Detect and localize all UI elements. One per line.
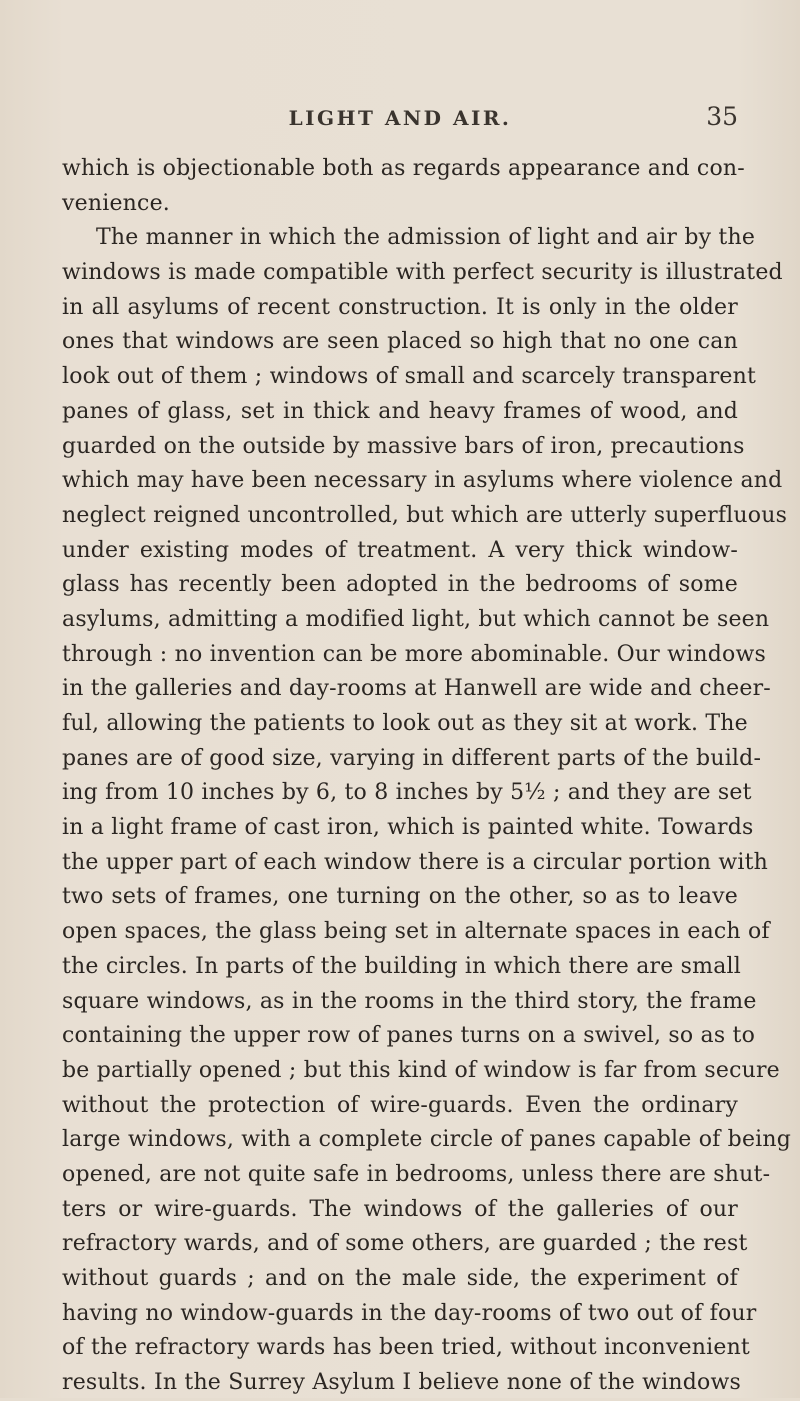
page-number: 35	[706, 102, 738, 131]
text-line: open spaces, the glass being set in alternate spaces in each of	[62, 919, 770, 945]
text-line: in all asylums of recent construction. It is only in the older	[62, 294, 738, 320]
text-line: containing the upper row of panes turns on a swivel, so as to	[62, 1023, 756, 1049]
body-text	[62, 152, 792, 1401]
page-header	[62, 102, 738, 136]
text-line: under existing modes of treatment. A very thick window-	[62, 537, 738, 563]
text-line: having no window-guards in the day-rooms of two out of four	[62, 1300, 757, 1326]
text-line: through : no invention can be more abominable. Our windows	[62, 641, 766, 667]
text-line: asylums, admitting a modified light, but which cannot be seen	[62, 606, 770, 632]
text-line: be partially opened ; but this kind of window is far from secure	[62, 1057, 780, 1083]
text-line: The manner in which the admission of light and air by the	[96, 225, 756, 251]
text-line: large windows, with a complete circle of panes capable of being	[62, 1127, 792, 1153]
running-head: LIGHT AND AIR.	[288, 106, 512, 130]
text-line: panes of glass, set in thick and heavy frames of wood, and	[62, 398, 738, 424]
text-line: ing from 10 inches by 6, to 8 inches by 5½ ; and they are set	[62, 780, 752, 806]
text-line: panes are of good size, varying in different parts of the build-	[62, 745, 762, 771]
text-line: without guards ; and on the male side, the experiment of	[62, 1266, 738, 1291]
text-line: results. In the Surrey Asylum I believe none of the windows	[62, 1370, 742, 1396]
text-line: neglect reigned uncontrolled, but which are utterly superfluous	[62, 502, 788, 528]
text-line: which is objectionable both as regards appearance and con-	[62, 156, 745, 181]
text-line: refractory wards, and of some others, are guarded ; the rest	[62, 1231, 748, 1257]
text-line: the circles. In parts of the building in which there are small	[62, 953, 741, 979]
text-line: windows is made compatible with perfect security is illustrated	[62, 260, 783, 286]
text-line: of the refractory wards has been tried, without inconvenient	[62, 1335, 750, 1361]
text-line: without the protection of wire-guards. Even the ordinary	[62, 1092, 738, 1118]
text-line: glass has recently been adopted in the bedrooms of some	[62, 572, 738, 598]
text-line: which may have been necessary in asylums where violence and	[62, 468, 783, 494]
text-line: opened, are not quite safe in bedrooms, unless there are shut-	[62, 1161, 771, 1187]
text-line: look out of them ; windows of small and scarcely transparent	[62, 364, 757, 390]
text-line: in the galleries and day-rooms at Hanwell are wide and cheer-	[62, 676, 771, 702]
text-line: ful, allowing the patients to look out as they sit at work. The	[62, 711, 748, 736]
text-line: square windows, as in the rooms in the third story, the frame	[62, 988, 757, 1014]
text-line: ters or wire-guards. The windows of the galleries of our	[62, 1196, 738, 1222]
text-line: two sets of frames, one turning on the other, so as to leave	[62, 884, 738, 910]
text-line: venience.	[62, 190, 170, 216]
text-line: in a light frame of cast iron, which is painted white. Towards	[62, 815, 754, 841]
text-line: guarded on the outside by massive bars of iron, precautions	[62, 433, 745, 459]
text-line: ones that windows are seen placed so high that no one can	[62, 329, 738, 355]
text-line: the upper part of each window there is a circular portion with	[62, 849, 769, 875]
